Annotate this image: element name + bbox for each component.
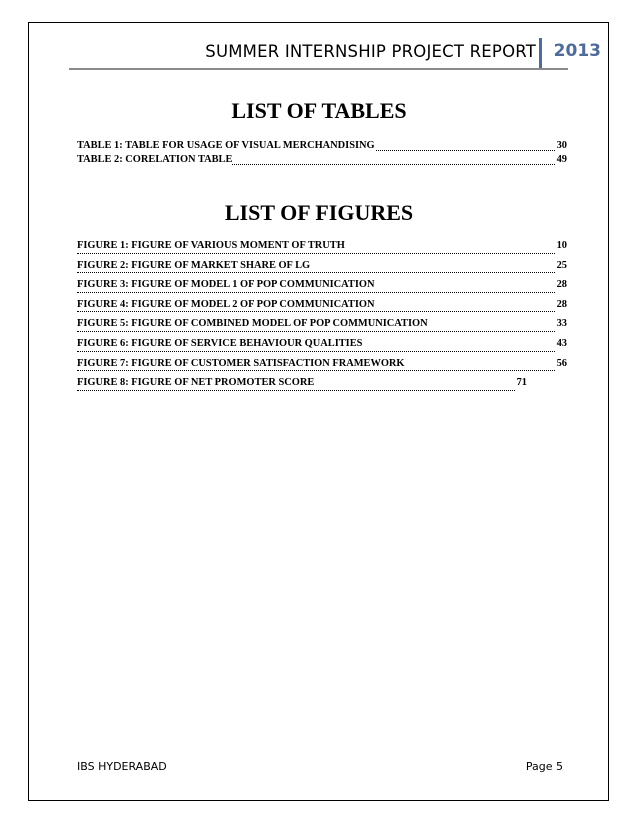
- entry-label: FIGURE 2: FIGURE OF MARKET SHARE OF LG: [77, 259, 311, 271]
- entry-label: FIGURE 4: FIGURE OF MODEL 2 OF POP COMMUNICATION: [77, 298, 375, 310]
- dot-leader: [77, 351, 567, 352]
- header-separator: [539, 38, 542, 70]
- tables-list: [77, 139, 567, 167]
- entry-page: 33: [555, 314, 567, 334]
- figures-list: [77, 236, 567, 393]
- header-rule: [69, 68, 568, 70]
- dot-leader: [77, 272, 567, 273]
- toc-entry[interactable]: [77, 139, 567, 153]
- list-of-tables-title: LIST OF TABLES: [231, 98, 407, 123]
- dot-leader: [77, 370, 567, 371]
- toc-entry[interactable]: [77, 373, 527, 393]
- toc-entry[interactable]: [77, 314, 567, 334]
- entry-page: 43: [555, 334, 567, 354]
- entry-page: 30: [556, 140, 567, 151]
- dot-leader: [77, 390, 527, 391]
- entry-label: TABLE 1: TABLE FOR USAGE OF VISUAL MERCHANDISING: [77, 140, 375, 151]
- list-of-figures-title: LIST OF FIGURES: [224, 200, 414, 225]
- dot-leader: [77, 253, 567, 254]
- toc-entry[interactable]: [77, 334, 567, 354]
- entry-page: 10: [555, 236, 567, 256]
- entry-page: 28: [555, 295, 567, 315]
- entry-label: FIGURE 3: FIGURE OF MODEL 1 OF POP COMMUNICATION: [77, 279, 375, 291]
- toc-entry[interactable]: [77, 295, 567, 315]
- entry-label: FIGURE 6: FIGURE OF SERVICE BEHAVIOUR QUALITIES: [77, 337, 363, 349]
- entry-page: 71: [515, 373, 527, 393]
- entry-label: FIGURE 5: FIGURE OF COMBINED MODEL OF POP COMMUNICATION: [77, 318, 428, 330]
- entry-label: TABLE 2: CORELATION TABLE: [77, 154, 233, 165]
- entry-page: 25: [555, 256, 567, 276]
- entry-page: 49: [556, 154, 567, 165]
- toc-entry[interactable]: [77, 153, 567, 167]
- dot-leader: [77, 311, 567, 312]
- entry-label: FIGURE 1: FIGURE OF VARIOUS MOMENT OF TRUTH: [77, 240, 345, 251]
- header-title: SUMMER INTERNSHIP PROJECT REPORT: [205, 42, 536, 61]
- footer-institution: IBS HYDERABAD: [77, 760, 167, 773]
- toc-entry[interactable]: [77, 275, 567, 295]
- footer-page-number: Page 5: [525, 760, 563, 773]
- entry-label: FIGURE 8: FIGURE OF NET PROMOTER SCORE: [77, 377, 315, 389]
- toc-entry[interactable]: [77, 236, 567, 256]
- toc-entry[interactable]: [77, 354, 567, 374]
- dot-leader: [77, 292, 567, 293]
- dot-leader: [77, 331, 567, 332]
- entry-label: FIGURE 7: FIGURE OF CUSTOMER SATISFACTION FRAMEWORK: [77, 357, 405, 369]
- entry-page: 28: [555, 275, 567, 295]
- header-year: 2013: [553, 41, 601, 61]
- toc-entry[interactable]: [77, 256, 567, 276]
- page-header: [28, 38, 609, 72]
- entry-page: 56: [555, 354, 567, 374]
